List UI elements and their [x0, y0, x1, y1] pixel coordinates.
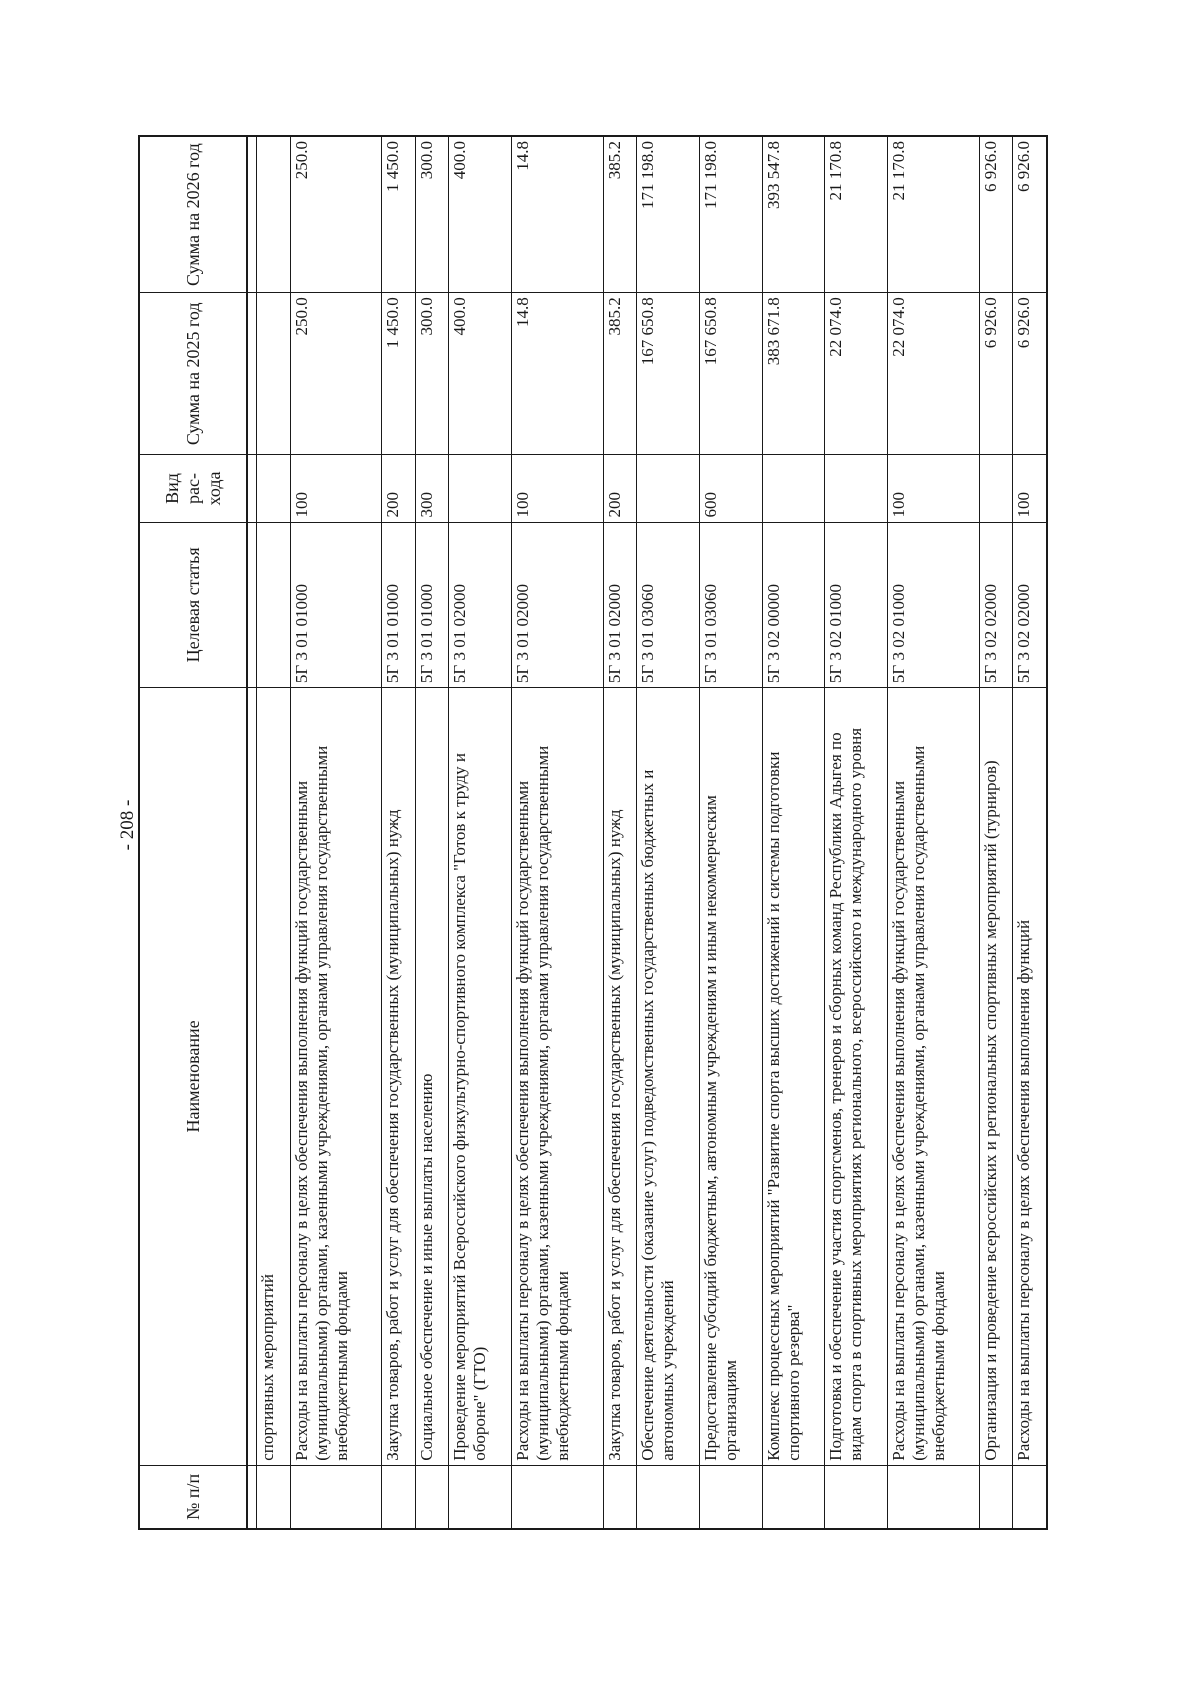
table-row	[1013, 136, 1047, 1529]
table-row	[825, 136, 888, 1529]
row-number	[637, 1465, 700, 1529]
row-target-article: 5Г 3 01 01000	[290, 522, 382, 688]
row-target-article: 5Г 3 01 01000	[415, 522, 449, 688]
row-sum-2025: 300.0	[415, 293, 449, 455]
row-sum-2026	[257, 136, 291, 293]
row-sum-2026: 385.2	[603, 136, 637, 293]
row-target-article: 5Г 3 01 03060	[699, 522, 762, 688]
row-sum-2025: 22 074.0	[887, 293, 979, 455]
table-row	[449, 136, 512, 1529]
row-target-article: 5Г 3 02 01000	[825, 522, 888, 688]
row-expense-type: 100	[887, 455, 979, 522]
row-sum-2025: 250.0	[290, 293, 382, 455]
budget-table	[138, 135, 1048, 1530]
row-sum-2026: 300.0	[415, 136, 449, 293]
row-name: Проведение мероприятий Всероссийского физкультурно-спортивного комплекса "Готов к труду и обороне" (ГТО)	[449, 688, 512, 1466]
column-header-number: № п/п	[139, 1465, 247, 1529]
table-spacer-row	[247, 136, 257, 1529]
table-row	[699, 136, 762, 1529]
row-target-article: 5Г 3 01 03060	[637, 522, 700, 688]
row-name: Расходы на выплаты персоналу в целях обеспечения выполнения функций государственными (муниципальными) органами, казенными учреждениями, органами управления государственными внебюджетными фондами	[290, 688, 382, 1466]
row-name: Подготовка и обеспечение участия спортсменов, тренеров и сборных команд Республики Адыгея по видам спорта в спортивных мероприятиях регионального, всероссийского и международного уровня	[825, 688, 888, 1466]
row-expense-type: 200	[382, 455, 416, 522]
row-expense-type	[825, 455, 888, 522]
row-sum-2026: 171 198.0	[637, 136, 700, 293]
row-expense-type: 200	[603, 455, 637, 522]
row-name: спортивных мероприятий	[257, 688, 291, 1466]
column-header-sum-2026: Сумма на 2026 год	[139, 136, 247, 293]
row-sum-2026: 1 450.0	[382, 136, 416, 293]
row-number	[762, 1465, 825, 1529]
row-sum-2025: 22 074.0	[825, 293, 888, 455]
row-expense-type	[257, 455, 291, 522]
column-header-name: Наименование	[139, 688, 247, 1466]
row-name: Расходы на выплаты персоналу в целях обеспечения выполнения функций государственными (муниципальными) органами, казенными учреждениями, органами управления государственными внебюджетными фондами	[511, 688, 603, 1466]
row-sum-2026: 171 198.0	[699, 136, 762, 293]
row-number	[887, 1465, 979, 1529]
row-expense-type: 600	[699, 455, 762, 522]
row-number	[449, 1465, 512, 1529]
row-target-article: 5Г 3 02 02000	[979, 522, 1013, 688]
row-expense-type	[637, 455, 700, 522]
row-number	[979, 1465, 1013, 1529]
table-header-row	[139, 136, 247, 1529]
row-target-article	[257, 522, 291, 688]
row-number	[511, 1465, 603, 1529]
row-number	[257, 1465, 291, 1529]
row-target-article: 5Г 3 01 01000	[382, 522, 416, 688]
row-name: Предоставление субсидий бюджетным, автономным учреждениям и иным некоммерческим организациям	[699, 688, 762, 1466]
table-body	[247, 136, 1047, 1529]
row-sum-2025: 1 450.0	[382, 293, 416, 455]
row-sum-2026: 400.0	[449, 136, 512, 293]
row-sum-2025: 400.0	[449, 293, 512, 455]
row-sum-2025: 383 671.8	[762, 293, 825, 455]
row-sum-2026: 250.0	[290, 136, 382, 293]
row-target-article: 5Г 3 02 02000	[1013, 522, 1047, 688]
table-row	[637, 136, 700, 1529]
table-row	[762, 136, 825, 1529]
table-row	[511, 136, 603, 1529]
row-expense-type	[449, 455, 512, 522]
row-number	[415, 1465, 449, 1529]
row-sum-2026: 393 547.8	[762, 136, 825, 293]
row-expense-type: 100	[290, 455, 382, 522]
row-expense-type: 100	[511, 455, 603, 522]
row-sum-2025: 167 650.8	[637, 293, 700, 455]
row-target-article: 5Г 3 01 02000	[603, 522, 637, 688]
table-row	[887, 136, 979, 1529]
row-sum-2026: 6 926.0	[1013, 136, 1047, 293]
row-number	[825, 1465, 888, 1529]
row-sum-2025: 6 926.0	[1013, 293, 1047, 455]
row-number	[603, 1465, 637, 1529]
table-row	[603, 136, 637, 1529]
row-sum-2025: 6 926.0	[979, 293, 1013, 455]
row-sum-2026: 21 170.8	[825, 136, 888, 293]
row-expense-type	[762, 455, 825, 522]
row-name: Закупка товаров, работ и услуг для обеспечения государственных (муниципальных) нужд	[603, 688, 637, 1466]
table-row	[979, 136, 1013, 1529]
table-row	[415, 136, 449, 1529]
row-name: Организация и проведение всероссийских и региональных спортивных мероприятий (турниров)	[979, 688, 1013, 1466]
table-row	[290, 136, 382, 1529]
row-name: Расходы на выплаты персоналу в целях обеспечения выполнения функций	[1013, 688, 1047, 1466]
row-name: Закупка товаров, работ и услуг для обеспечения государственных (муниципальных) нужд	[382, 688, 416, 1466]
row-target-article: 5Г 3 01 02000	[511, 522, 603, 688]
row-sum-2025	[257, 293, 291, 455]
row-number	[290, 1465, 382, 1529]
row-name: Расходы на выплаты персоналу в целях обеспечения выполнения функций государственными (муниципальными) органами, казенными учреждениями, органами управления государственными внебюджетными фондами	[887, 688, 979, 1466]
row-target-article: 5Г 3 02 00000	[762, 522, 825, 688]
row-sum-2026: 6 926.0	[979, 136, 1013, 293]
row-sum-2025: 14.8	[511, 293, 603, 455]
column-header-target-article: Целевая статья	[139, 522, 247, 688]
row-expense-type: 100	[1013, 455, 1047, 522]
row-target-article: 5Г 3 02 01000	[887, 522, 979, 688]
table-row	[257, 136, 291, 1529]
row-sum-2025: 385.2	[603, 293, 637, 455]
row-number	[1013, 1465, 1047, 1529]
row-name: Обеспечение деятельности (оказание услуг) подведомственных государственных бюджетных и автономных учреждений	[637, 688, 700, 1466]
page-number: - 208 -	[117, 799, 138, 851]
column-header-expense-type: Вид рас-хода	[139, 455, 247, 522]
column-header-sum-2025: Сумма на 2025 год	[139, 293, 247, 455]
row-number	[699, 1465, 762, 1529]
row-expense-type: 300	[415, 455, 449, 522]
table-row	[382, 136, 416, 1529]
row-number	[382, 1465, 416, 1529]
row-expense-type	[979, 455, 1013, 522]
budget-table-sheet	[138, 135, 1048, 1530]
row-sum-2026: 21 170.8	[887, 136, 979, 293]
row-sum-2026: 14.8	[511, 136, 603, 293]
row-target-article: 5Г 3 01 02000	[449, 522, 512, 688]
row-name: Комплекс процессных мероприятий "Развитие спорта высших достижений и системы подготовки спортивного резерва"	[762, 688, 825, 1466]
row-sum-2025: 167 650.8	[699, 293, 762, 455]
row-name: Социальное обеспечение и иные выплаты населению	[415, 688, 449, 1466]
